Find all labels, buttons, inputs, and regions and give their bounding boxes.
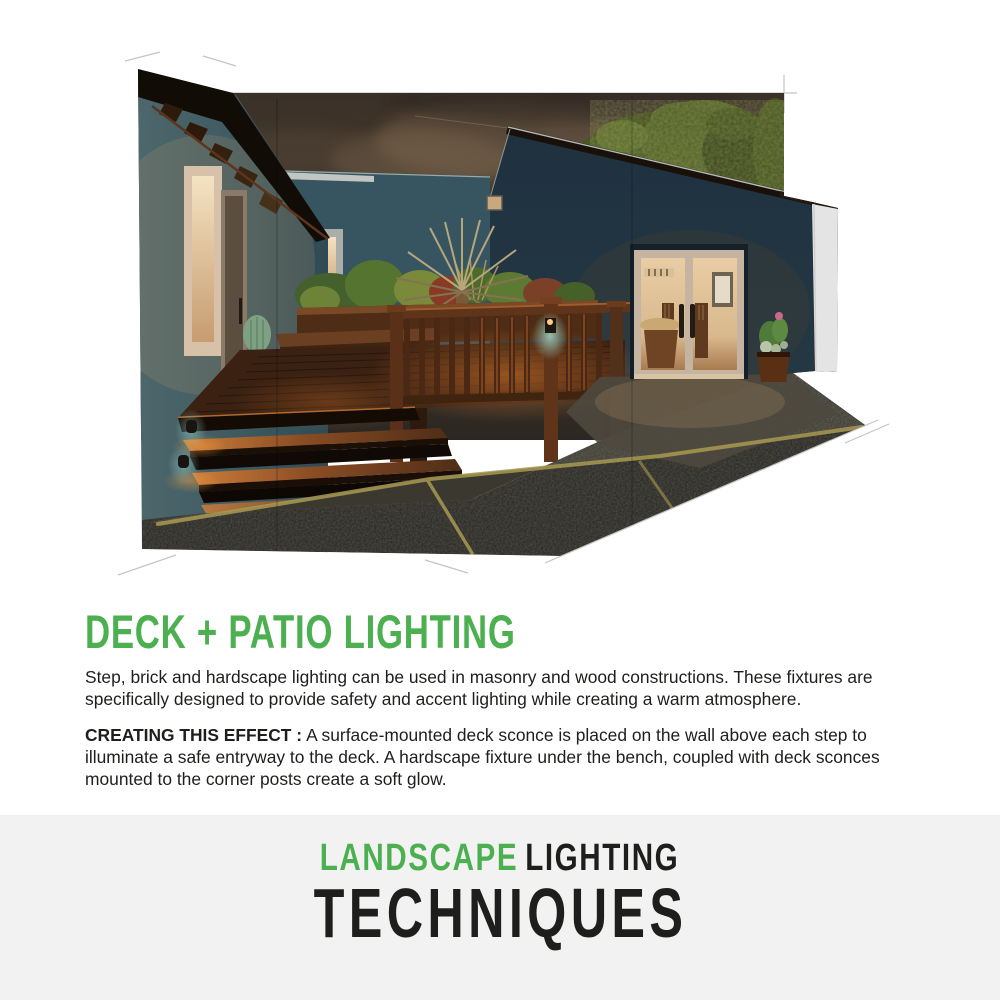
series-title: TECHNIQUES — [313, 874, 687, 952]
intro-paragraph: Step, brick and hardscape lighting can be used in masonry and wood constructions. These fixtures are specifically designed to provide safety and accent lighting while creating a warm atmosphere. — [85, 667, 873, 709]
effect-paragraph — [85, 724, 937, 790]
series-word-lighting: LIGHTING — [525, 837, 680, 879]
post-sconce — [532, 312, 568, 360]
series-name — [0, 837, 1000, 879]
french-doors — [630, 244, 748, 379]
page-title — [85, 605, 937, 658]
effect-description: A surface-mounted deck sconce is placed on the wall above each step to illuminate a safe entryway to the deck. A hardscape fixture under the bench, coupled with deck sconces mounted to the corner posts create a soft glow. — [85, 725, 880, 789]
series-footer — [0, 815, 1000, 1000]
article-section — [85, 605, 937, 804]
lit-window — [184, 166, 222, 356]
effect-label: CREATING THIS EFFECT : — [85, 725, 303, 745]
page-title-text: DECK + PATIO LIGHTING — [85, 605, 516, 658]
vent-window — [487, 196, 502, 210]
series-word-landscape: LANDSCAPE — [320, 837, 519, 879]
